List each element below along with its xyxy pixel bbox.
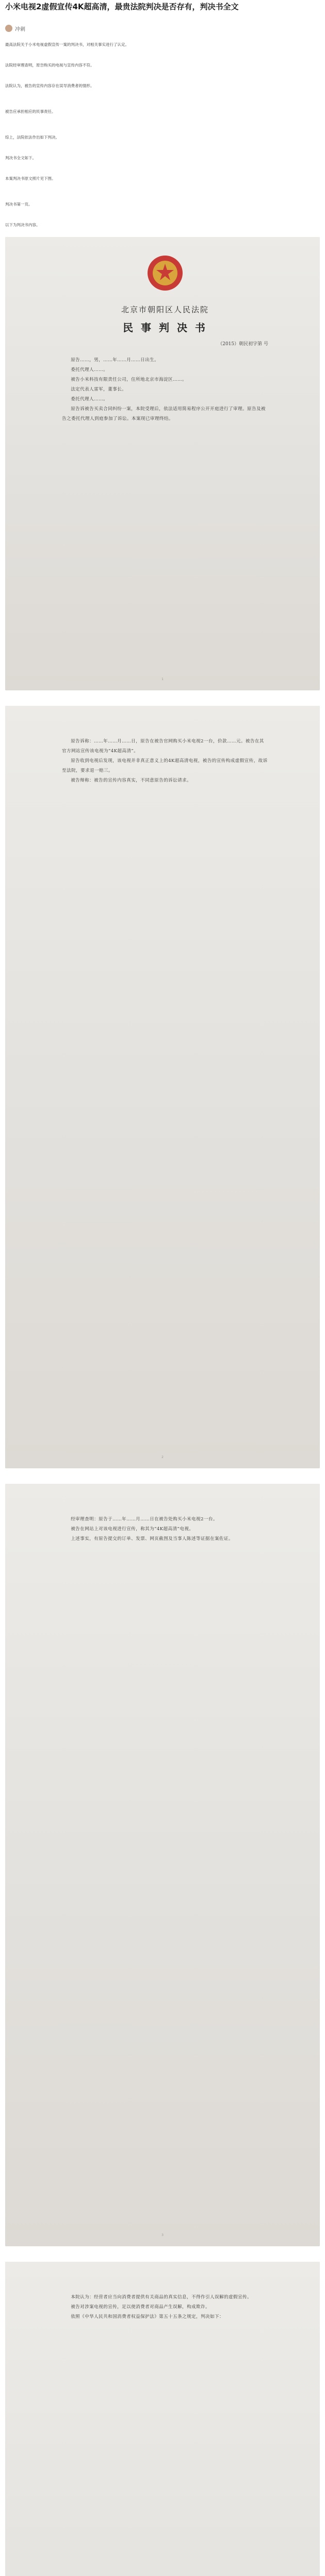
national-emblem-icon xyxy=(144,252,186,294)
author-row xyxy=(5,24,25,33)
article-paragraph-7: 本案判决书原文照片见下图。 xyxy=(5,176,56,181)
author-name[interactable]: 冲刺 xyxy=(15,26,25,32)
paragraph: 原告诉称：……年……月……日，原告在被告官网购买小米电视2一台，价款……元。被告在其官方网站宣传该电视为“4K超高清”。 xyxy=(62,739,264,754)
paragraph: 原告收到电视后发现，该电视并非真正意义上的4K超高清电视，被告的宣传构成虚假宣传，故诉至法院，要求退一赔三。 xyxy=(62,758,268,773)
article-paragraph-9: 以下为判决书内容。 xyxy=(5,223,40,227)
article-title: 小米电视2虚假宣传4K超高清，最贵法院判决是否存有，判决书全文 xyxy=(5,2,239,11)
article-paragraph-6: 判决书全文如下。 xyxy=(5,156,36,160)
article-paragraph-1: 最高法院关于小米电视虚假宣传一案的判决书，对相关事实进行了认定。 xyxy=(5,42,129,47)
article-paragraph-4: 被告应承担相应的民事责任。 xyxy=(5,109,56,114)
paragraph: 被告辩称：被告的宣传内容真实，不同意原告的诉讼请求。 xyxy=(71,778,192,783)
article-paragraph-2: 法院经审理查明，原告购买的电视与宣传内容不符。 xyxy=(5,63,94,67)
scan3-body xyxy=(62,1515,268,1544)
article-paragraph-5: 综上，法院依法作出如下判决。 xyxy=(5,135,59,140)
page-number: 3 xyxy=(161,2233,164,2237)
court-name: 北京市朝阳区人民法院 xyxy=(121,305,209,314)
scan1-body xyxy=(62,355,268,424)
scan2-body xyxy=(62,737,268,786)
scan-content xyxy=(62,237,268,690)
paragraph: 被告在网站上对该电视进行宣传，称其为“4K超高清”电视。 xyxy=(71,1527,194,1532)
paragraph: 原告……，男，……年……月……日出生。 xyxy=(71,358,159,363)
judgment-scan-page-2 xyxy=(5,706,320,1468)
page-number: 1 xyxy=(161,677,164,681)
scan-content xyxy=(62,2262,268,2576)
paragraph: 委托代理人……。 xyxy=(71,397,108,402)
paragraph: 委托代理人……。 xyxy=(71,367,108,372)
judgment-scan-page-4 xyxy=(5,2262,320,2576)
case-number: （2015）朝民初字第 号 xyxy=(218,342,268,347)
document-type: 民 事 判 决 书 xyxy=(123,321,207,334)
scan-content xyxy=(62,1484,268,2246)
judgment-scan-page-1 xyxy=(5,237,320,690)
article-paragraph-3: 法院认为，被告的宣传内容存在误导消费者的情形。 xyxy=(5,83,94,88)
paragraph: 原告诉被告买卖合同纠纷一案，本院受理后，依法适用简易程序公开开庭进行了审理。原告及被告之委托代理人到庭参加了诉讼。本案现已审理终结。 xyxy=(62,406,266,421)
article-paragraph-8: 判决书第一页。 xyxy=(5,202,32,207)
paragraph: 被告小米科技有限责任公司，住所地北京市海淀区……。 xyxy=(71,377,187,382)
paragraph: 依照《中华人民共和国消费者权益保护法》第五十五条之规定，判决如下： xyxy=(71,2314,224,2319)
paragraph: 经审理查明：原告于……年……月……日在被告处购买小米电视2一台。 xyxy=(71,1517,218,1522)
avatar[interactable] xyxy=(5,25,12,32)
paragraph: 被告对涉案电视的宣传，足以使消费者对商品产生误解，构成欺诈。 xyxy=(71,2304,210,2310)
page-number: 2 xyxy=(161,1455,164,1459)
judgment-scan-page-3 xyxy=(5,1484,320,2246)
scan-content xyxy=(62,706,268,1468)
paragraph: 法定代表人雷军，董事长。 xyxy=(71,387,127,392)
paragraph: 本院认为：经营者应当向消费者提供有关商品的真实信息，不得作引人误解的虚假宣传。 xyxy=(71,2295,252,2300)
paragraph: 上述事实，有原告提交的订单、发票、网页截图及当事人陈述等证据在案佐证。 xyxy=(71,1536,233,1541)
scan4-body xyxy=(62,2293,268,2322)
